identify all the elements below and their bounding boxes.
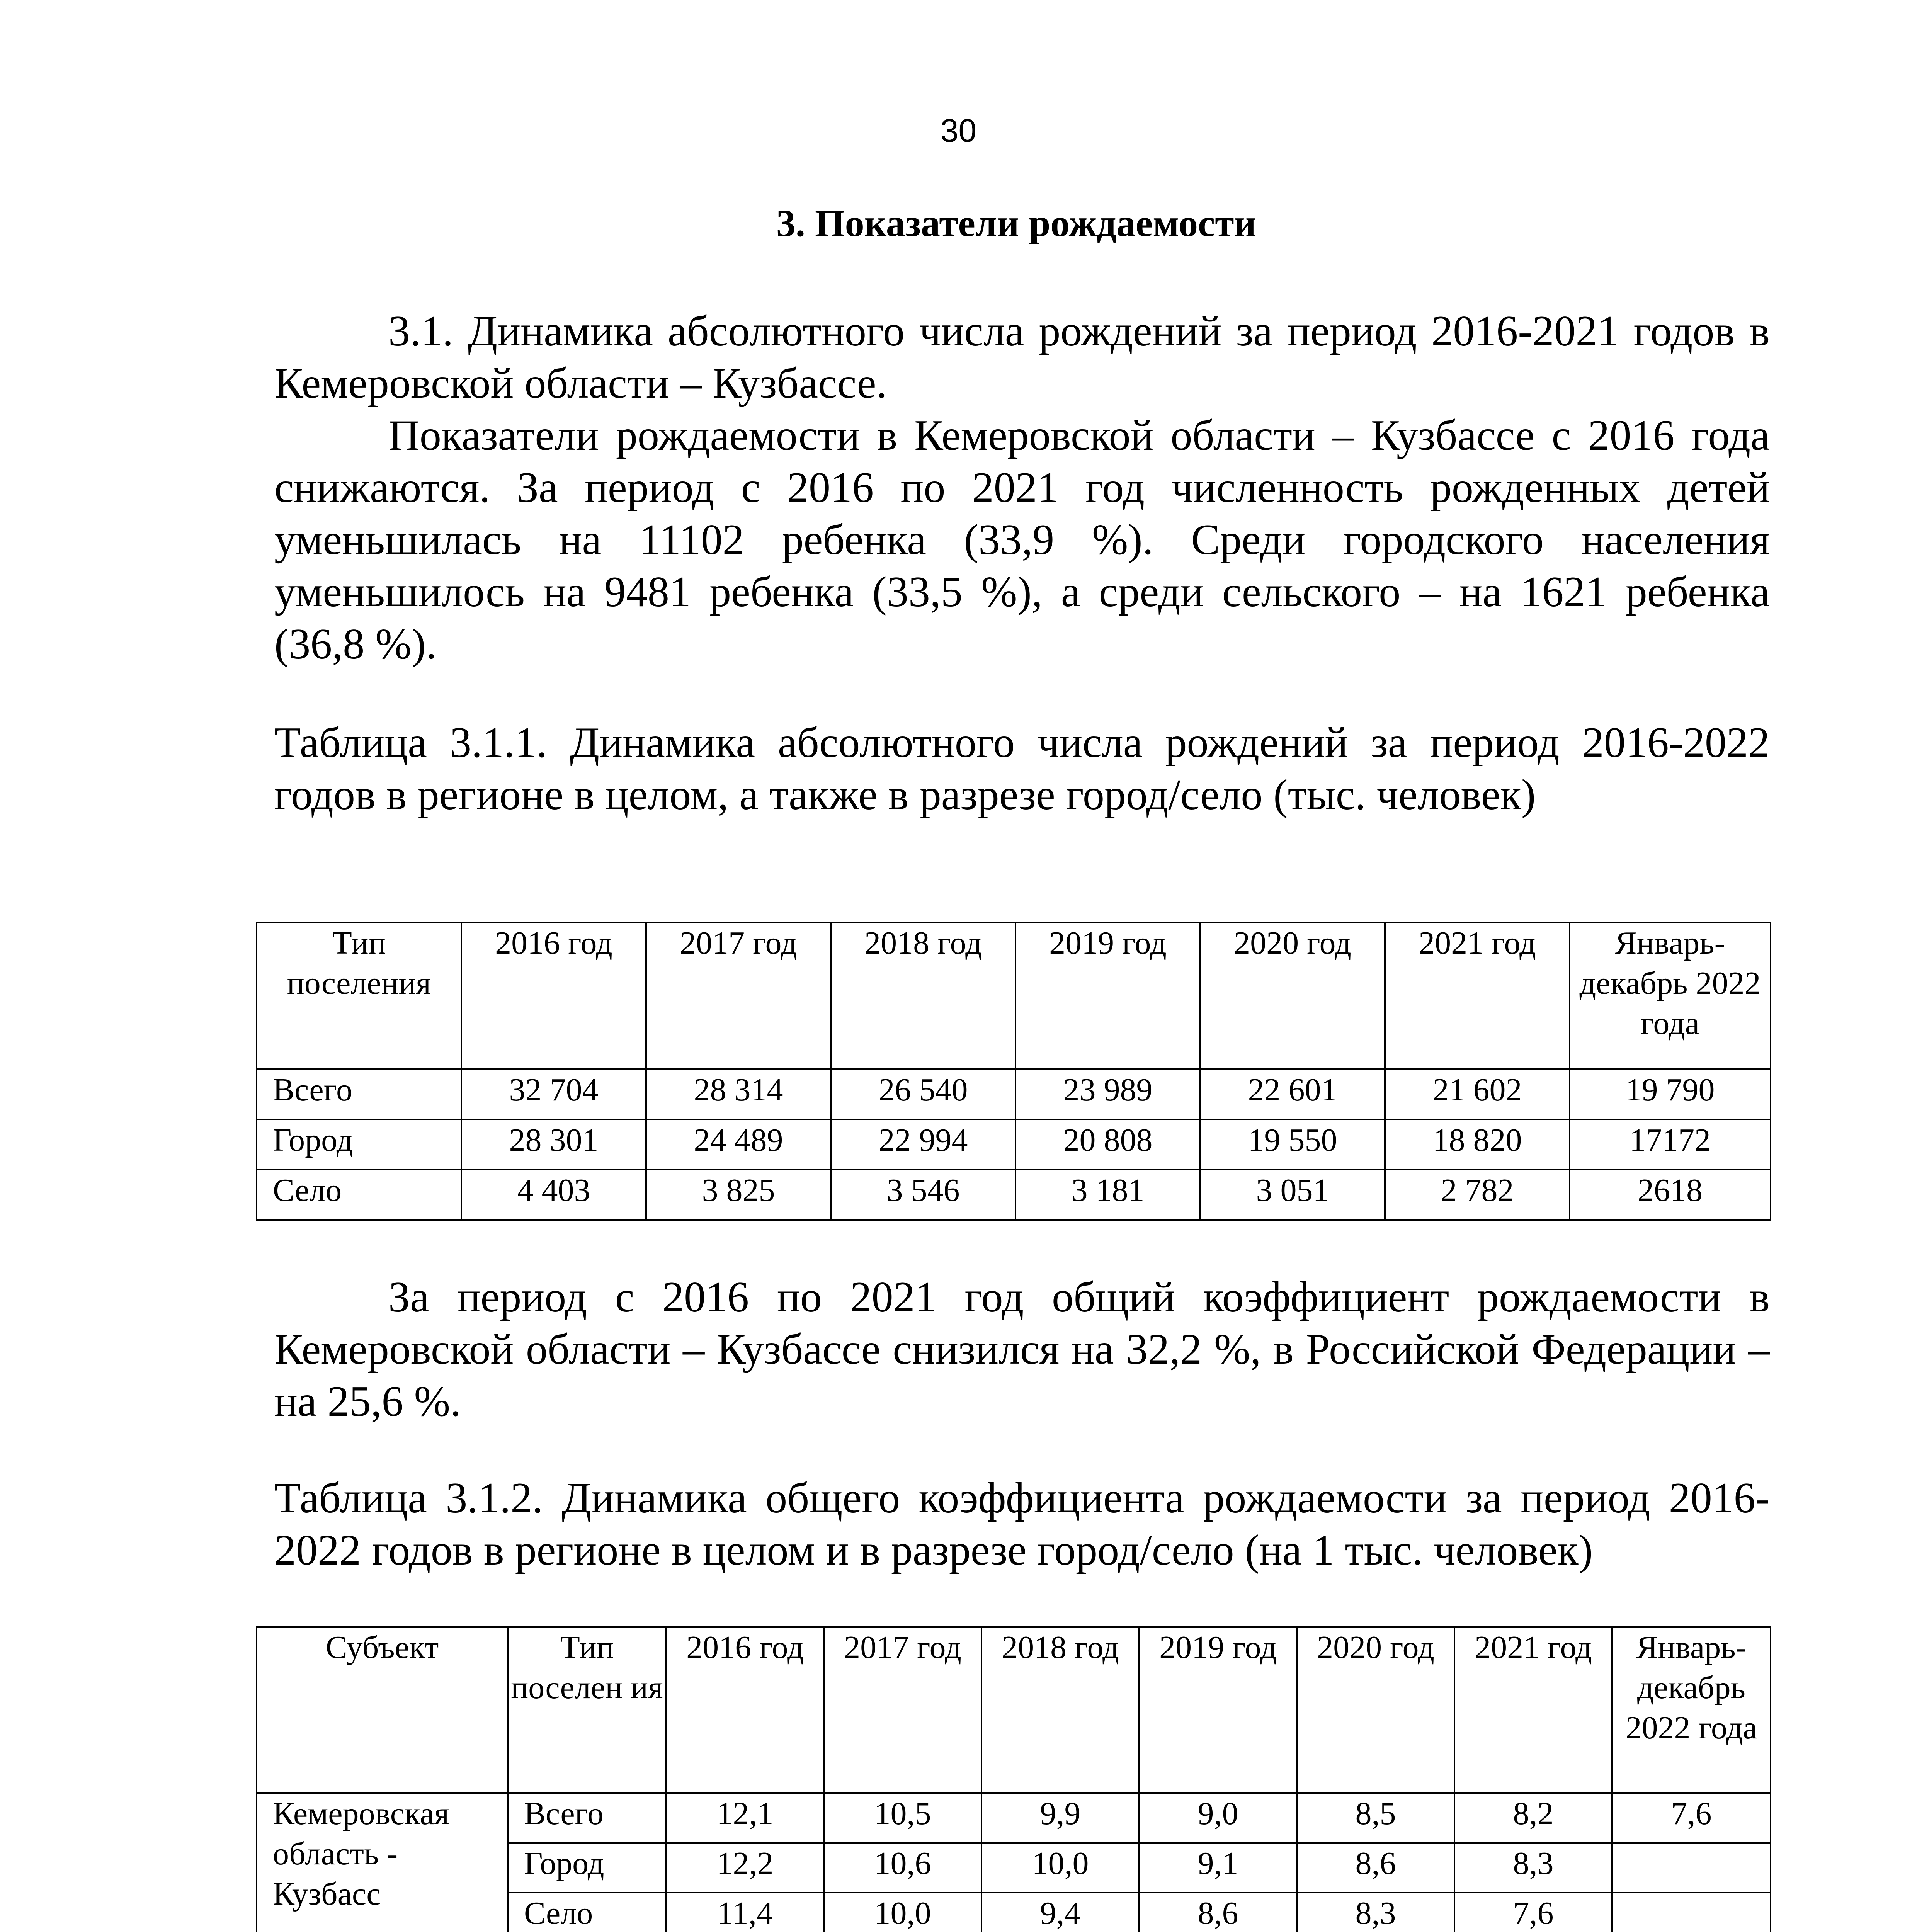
table-cell: 8,3 xyxy=(1297,1893,1454,1932)
table-cell: 8,6 xyxy=(1139,1893,1297,1932)
table-2-caption: Таблица 3.1.2. Динамика общего коэффициента рождаемости за период 2016-2022 годов в регионе в целом и в разрезе город/село (на 1 тыс. человек) xyxy=(274,1474,1770,1574)
header-cell: 2021 год xyxy=(1454,1627,1612,1793)
table-cell: 21 602 xyxy=(1385,1069,1570,1119)
table-cell: 24 489 xyxy=(646,1119,831,1170)
birth-rate-table xyxy=(256,1626,1771,1932)
table-cell: 9,9 xyxy=(981,1793,1139,1843)
subject-cell: Кемеровская область - Кузбасс xyxy=(257,1793,508,1932)
table-cell xyxy=(1612,1843,1771,1893)
header-cell: 2020 год xyxy=(1200,922,1385,1069)
table-cell: 26 540 xyxy=(831,1069,1015,1119)
header-cell: Январь-декабрь 2022 года xyxy=(1612,1627,1771,1793)
header-cell: Январь-декабрь 2022 года xyxy=(1570,922,1771,1069)
table-cell: 19 550 xyxy=(1200,1119,1385,1170)
table-cell: 9,0 xyxy=(1139,1793,1297,1843)
table-cell: 2 782 xyxy=(1385,1170,1570,1220)
table-cell: 7,6 xyxy=(1454,1893,1612,1932)
table-row xyxy=(257,1793,1771,1843)
table-row xyxy=(257,1170,1771,1220)
table-cell: 17172 xyxy=(1570,1119,1771,1170)
table-cell xyxy=(1612,1893,1771,1932)
table-cell: 28 314 xyxy=(646,1069,831,1119)
table-cell: 11,4 xyxy=(666,1893,824,1932)
table-row xyxy=(257,1069,1771,1119)
table-cell: 8,5 xyxy=(1297,1793,1454,1843)
table-cell: 8,6 xyxy=(1297,1843,1454,1893)
header-cell: 2018 год xyxy=(831,922,1015,1069)
header-cell: Тип поселен ия xyxy=(508,1627,666,1793)
table-cell: 32 704 xyxy=(461,1069,646,1119)
settlement-type: Всего xyxy=(508,1793,666,1843)
header-cell: 2019 год xyxy=(1015,922,1200,1069)
table-cell: 28 301 xyxy=(461,1119,646,1170)
header-cell: Субъект xyxy=(257,1627,508,1793)
table-cell: 22 601 xyxy=(1200,1069,1385,1119)
table-cell: 3 825 xyxy=(646,1170,831,1220)
header-cell: 2017 год xyxy=(824,1627,981,1793)
table-cell: 8,3 xyxy=(1454,1843,1612,1893)
table-cell: 22 994 xyxy=(831,1119,1015,1170)
settlement-type: Село xyxy=(508,1893,666,1932)
table-1-caption: Таблица 3.1.1. Динамика абсолютного числа рождений за период 2016-2022 годов в регионе в целом, а также в разрезе город/село (тыс. человек) xyxy=(274,719,1770,819)
births-table xyxy=(256,922,1771,1221)
row-label: Село xyxy=(257,1170,461,1220)
table-cell: 23 989 xyxy=(1015,1069,1200,1119)
table-cell: 10,0 xyxy=(824,1893,981,1932)
table-cell: 12,2 xyxy=(666,1843,824,1893)
paragraph-birth-rate: За период с 2016 по 2021 год общий коэффициент рождаемости в Кемеровской области – Кузбассе снизился на 32,2 %, в Российской Федерации – на 25,6 %. xyxy=(274,1273,1770,1425)
table-header-row xyxy=(257,922,1771,1069)
table-cell: 3 051 xyxy=(1200,1170,1385,1220)
section-title: 3. Показатели рождаемости xyxy=(776,202,1257,245)
table-cell: 7,6 xyxy=(1612,1793,1771,1843)
header-cell: 2019 год xyxy=(1139,1627,1297,1793)
settlement-type: Город xyxy=(508,1843,666,1893)
table-cell: 9,1 xyxy=(1139,1843,1297,1893)
table-cell: 19 790 xyxy=(1570,1069,1771,1119)
table-cell: 18 820 xyxy=(1385,1119,1570,1170)
table-row xyxy=(257,1119,1771,1170)
table-cell: 2618 xyxy=(1570,1170,1771,1220)
row-label: Город xyxy=(257,1119,461,1170)
table-header-row xyxy=(257,1627,1771,1793)
header-cell: 2016 год xyxy=(666,1627,824,1793)
header-cell: 2021 год xyxy=(1385,922,1570,1069)
table-cell: 20 808 xyxy=(1015,1119,1200,1170)
header-cell: 2018 год xyxy=(981,1627,1139,1793)
table-cell: 10,6 xyxy=(824,1843,981,1893)
table-cell: 3 546 xyxy=(831,1170,1015,1220)
paragraph-birth-decline: Показатели рождаемости в Кемеровской области – Кузбассе с 2016 года снижаются. За период с 2016 по 2021 год численность рожденных детей уменьшилась на 11102 ребенка (33,9 %). Среди городского населения уменьшилось на 9481 ребенка (33,5 %), а среди сельского – на 1621 ребенка (36,8 %). xyxy=(274,412,1770,668)
table-cell: 4 403 xyxy=(461,1170,646,1220)
row-label: Всего xyxy=(257,1069,461,1119)
header-cell: 2017 год xyxy=(646,922,831,1069)
table-cell: 10,0 xyxy=(981,1843,1139,1893)
table-cell: 3 181 xyxy=(1015,1170,1200,1220)
header-cell: 2020 год xyxy=(1297,1627,1454,1793)
page-number: 30 xyxy=(940,112,977,149)
table-cell: 8,2 xyxy=(1454,1793,1612,1843)
header-cell: 2016 год xyxy=(461,922,646,1069)
table-cell: 10,5 xyxy=(824,1793,981,1843)
table-cell: 9,4 xyxy=(981,1893,1139,1932)
header-cell: Тип поселения xyxy=(257,922,461,1069)
table-cell: 12,1 xyxy=(666,1793,824,1843)
subsection-heading-3-1: 3.1. Динамика абсолютного числа рождений за период 2016-2021 годов в Кемеровской области – Кузбассе. xyxy=(274,307,1770,407)
